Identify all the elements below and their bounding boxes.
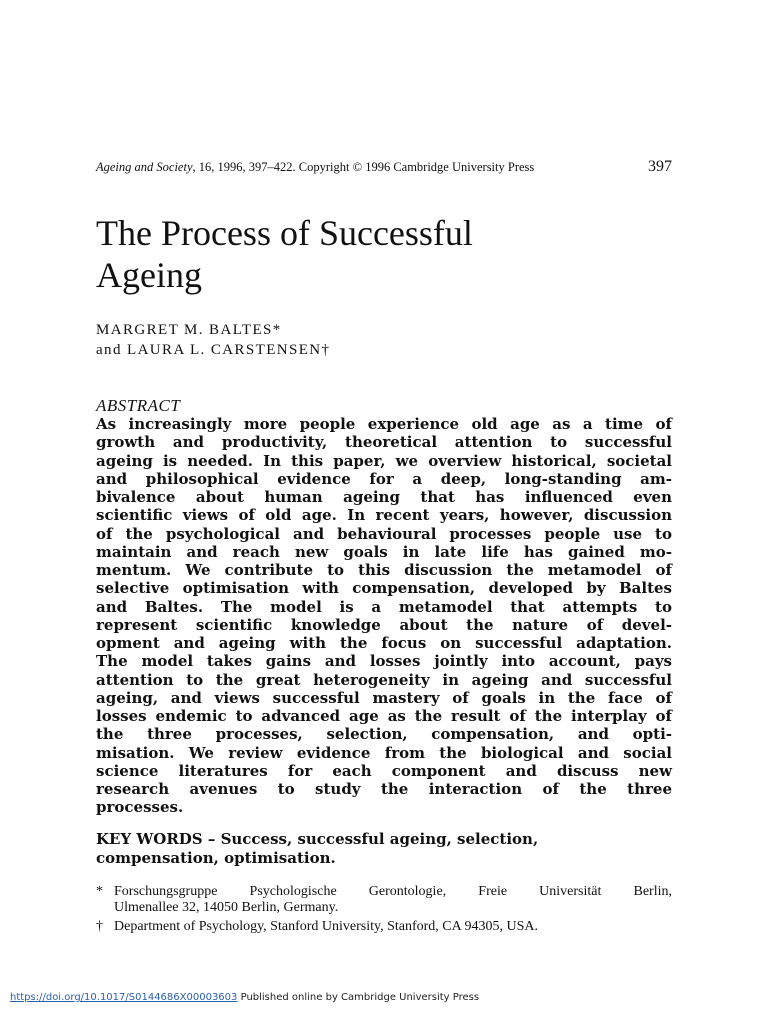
title-line: The Process of Successful: [96, 213, 473, 253]
title-line: Ageing: [96, 255, 202, 296]
abstract-text: [96, 415, 672, 817]
abstract-line: selective optimisation with compensation, developed by Baltes: [96, 579, 672, 598]
abstract-line: ageing, and views successful mastery of goals in the face of: [96, 688, 672, 707]
abstract-line: attention to the great heterogeneity in ageing and successful: [96, 670, 672, 689]
abstract-line: research avenues to study the interaction of the three: [96, 780, 672, 798]
footnote-affiliation-stanford: [96, 919, 672, 935]
citation-line: [96, 160, 534, 175]
footnote-mark: *: [96, 884, 103, 899]
abstract-line: science literatures for each component and discuss new: [96, 761, 672, 780]
published-online-note: Published online by Cambridge University Press: [237, 992, 480, 1003]
running-head: [96, 158, 672, 176]
author-line: and LAURA L. CARSTENSEN†: [96, 341, 331, 358]
footnote-mark: †: [96, 919, 103, 934]
doi-link[interactable]: https://doi.org/10.1017/S0144686X00003603: [10, 992, 238, 1003]
author-line: MARGRET M. BALTES*: [96, 322, 282, 338]
abstract-line: represent scientific knowledge about the nature of devel-: [96, 615, 672, 634]
abstract-line: opment and ageing with the focus on successful adaptation.: [96, 634, 672, 652]
page-number: 397: [648, 158, 672, 175]
journal-name: Ageing and Society: [96, 160, 193, 174]
abstract-heading: ABSTRACT: [96, 396, 181, 415]
footnote-affiliation-berlin: [96, 884, 672, 916]
abstract-line: of the psychological and behavioural processes people use to: [96, 524, 672, 543]
article-title: [96, 212, 656, 297]
author-list: [96, 321, 330, 360]
abstract-line: losses endemic to advanced age as the result of the interplay of: [96, 707, 672, 725]
abstract-line: scientific views of old age. In recent years, however, discussion: [96, 506, 672, 525]
abstract-line: and philosophical evidence for a deep, long-standing am-: [96, 469, 672, 488]
abstract-line: bivalence about human ageing that has influenced even: [96, 488, 672, 506]
abstract-line: growth and productivity, theoretical attention to successful: [96, 433, 672, 452]
footnote-line: Forschungsgruppe Psychologische Gerontologie, Freie Universität Berlin,: [114, 884, 672, 899]
footnote-text: [114, 884, 672, 916]
abstract-line: the three processes, selection, compensation, and opti-: [96, 725, 672, 744]
key-words-line: compensation, optimisation.: [96, 849, 336, 867]
abstract-line: processes.: [96, 798, 184, 817]
key-words: [96, 830, 672, 868]
abstract-line: and Baltes. The model is a metamodel that attempts to: [96, 597, 672, 616]
footnote-line: Ulmenallee 32, 14050 Berlin, Germany.: [114, 900, 339, 915]
abstract-line: The model takes gains and losses jointly into account, pays: [96, 652, 672, 671]
footnote-text: [114, 919, 672, 935]
citation-details: , 16, 1996, 397–422. Copyright © 1996 Cambridge University Press: [192, 160, 535, 174]
footnote-line: Department of Psychology, Stanford University, Stanford, CA 94305, USA.: [114, 919, 538, 934]
doi-footer: [10, 992, 479, 1003]
key-words-line: KEY WORDS – Success, successful ageing, selection,: [96, 830, 539, 848]
abstract-line: maintain and reach new goals in late life has gained mo-: [96, 542, 672, 561]
footnotes: [96, 884, 672, 938]
abstract-line: As increasingly more people experience old age as a time of: [96, 415, 672, 433]
abstract-line: ageing is needed. In this paper, we overview historical, societal: [96, 451, 672, 470]
abstract-line: mentum. We contribute to this discussion the metamodel of: [96, 561, 672, 579]
abstract-line: misation. We review evidence from the biological and social: [96, 743, 672, 762]
